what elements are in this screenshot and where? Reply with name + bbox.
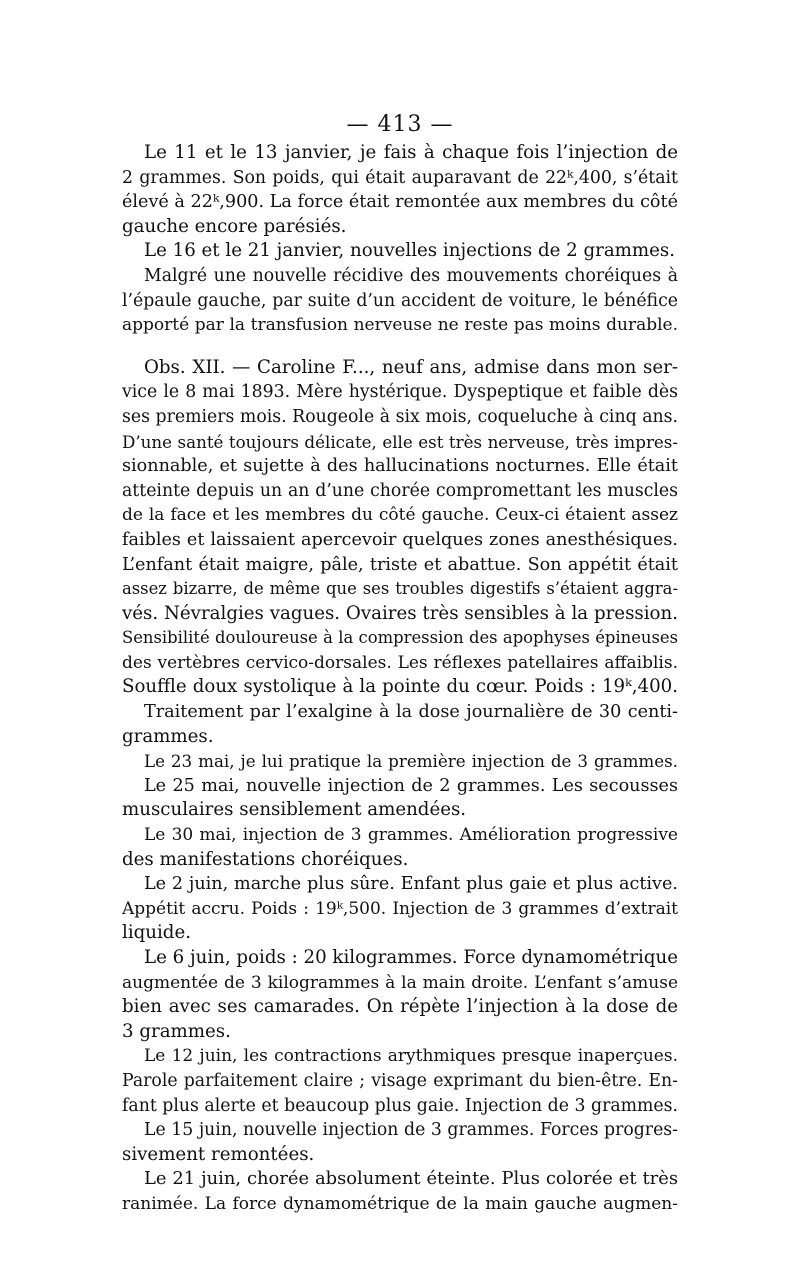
text-line: Le 16 et le 21 janvier, nouvelles injections de 2 grammes. xyxy=(144,240,676,262)
text-line: l’épaule gauche, par suite d’un accident de voiture, le bénéfice xyxy=(122,290,678,311)
text-line: Le 25 mai, nouvelle injection de 2 grammes. Les secousses xyxy=(144,775,678,796)
text-line: sivement remontées. xyxy=(122,1143,315,1165)
text-line: liquide. xyxy=(122,922,191,944)
text-line: vés. Névralgies vagues. Ovaires très sensibles à la pression. xyxy=(122,602,678,624)
text-line: bien avec ses camarades. On répète l’injection à la dose de xyxy=(122,996,678,1018)
text-line: assez bizarre, de même que ses troubles digestifs s’étaient aggra- xyxy=(122,579,678,599)
text-line: faibles et laissaient apercevoir quelques zones anesthésiques. xyxy=(122,529,678,550)
text-line: vice le 8 mai 1893. Mère hystérique. Dyspeptique et faible dès xyxy=(122,382,678,403)
text-line: Le 11 et le 13 janvier, je fais à chaque fois l’injection de xyxy=(144,142,678,163)
text-line: musculaires sensiblement amendées. xyxy=(122,799,467,821)
text-line: Le 12 juin, les contractions arythmiques presque inaperçues. xyxy=(144,1046,678,1067)
text-line: Sensibilité douloureuse à la compression des apophyses épineuses xyxy=(122,628,678,648)
page-number: — 413 — xyxy=(346,112,454,137)
text-line: ses premiers mois. Rougeole à six mois, coqueluche à cinq ans. xyxy=(122,406,678,427)
page-body-text xyxy=(122,141,678,1217)
text-line: ranimée. La force dynamométrique de la main gauche augmen- xyxy=(122,1193,678,1214)
text-line: Traitement par l’exalgine à la dose journalière de 30 centi- xyxy=(144,702,678,723)
text-line: grammes. xyxy=(122,725,214,747)
text-line: Le 15 juin, nouvelle injection de 3 grammes. Forces progres- xyxy=(144,1120,678,1141)
text-line: 2 grammes. Son poids, qui était auparavant de 22ᵏ,400, s’était xyxy=(122,167,678,188)
text-line: augmentée de 3 kilogrammes à la main droite. L’enfant s’amuse xyxy=(122,972,678,993)
text-line: apporté par la transfusion nerveuse ne reste pas moins durable. xyxy=(122,315,678,336)
text-line: Malgré une nouvelle récidive des mouvements choréiques à xyxy=(144,265,678,286)
text-line: D’une santé toujours délicate, elle est très nerveuse, très impres- xyxy=(122,431,678,452)
text-line: Le 30 mai, injection de 3 grammes. Amélioration progressive xyxy=(144,825,678,846)
text-line: Le 23 mai, je lui pratique la première injection de 3 grammes. xyxy=(144,751,678,772)
text-line: sionnable, et sujette à des hallucinations nocturnes. Elle était xyxy=(122,456,678,477)
text-line: Le 6 juin, poids : 20 kilogrammes. Force dynamométrique xyxy=(144,947,678,968)
text-line: Le 2 juin, marche plus sûre. Enfant plus gaie et plus active. xyxy=(144,874,678,895)
text-line: Souffle doux systolique à la pointe du cœur. Poids : 19ᵏ,400. xyxy=(122,676,678,698)
text-line: Le 21 juin, chorée absolument éteinte. Plus colorée et très xyxy=(144,1168,678,1190)
text-line: des vertèbres cervico-dorsales. Les réflexes patellaires affaiblis. xyxy=(122,652,678,673)
text-line: Parole parfaitement claire ; visage exprimant du bien-être. En- xyxy=(122,1070,678,1091)
text-line: élevé à 22ᵏ,900. La force était remontée aux membres du côté xyxy=(122,192,678,213)
text-line: fant plus alerte et beaucoup plus gaie. Injection de 3 grammes. xyxy=(122,1095,678,1116)
text-line: gauche encore parésiés. xyxy=(122,215,347,237)
observation-heading-line: Obs. XII. — Caroline F..., neuf ans, admise dans mon ser- xyxy=(144,356,678,378)
text-line: des manifestations choréiques. xyxy=(122,848,409,870)
text-line: de la face et les membres du côté gauche. Ceux-ci étaient assez xyxy=(122,505,678,526)
text-line: Appétit accru. Poids : 19ᵏ,500. Injection de 3 grammes d’extrait xyxy=(122,898,678,919)
text-line: atteinte depuis un an d’une chorée compromettant les muscles xyxy=(122,480,678,501)
text-line: L’enfant était maigre, pâle, triste et abattue. Son appétit était xyxy=(122,554,678,575)
text-line: 3 grammes. xyxy=(122,1020,231,1042)
